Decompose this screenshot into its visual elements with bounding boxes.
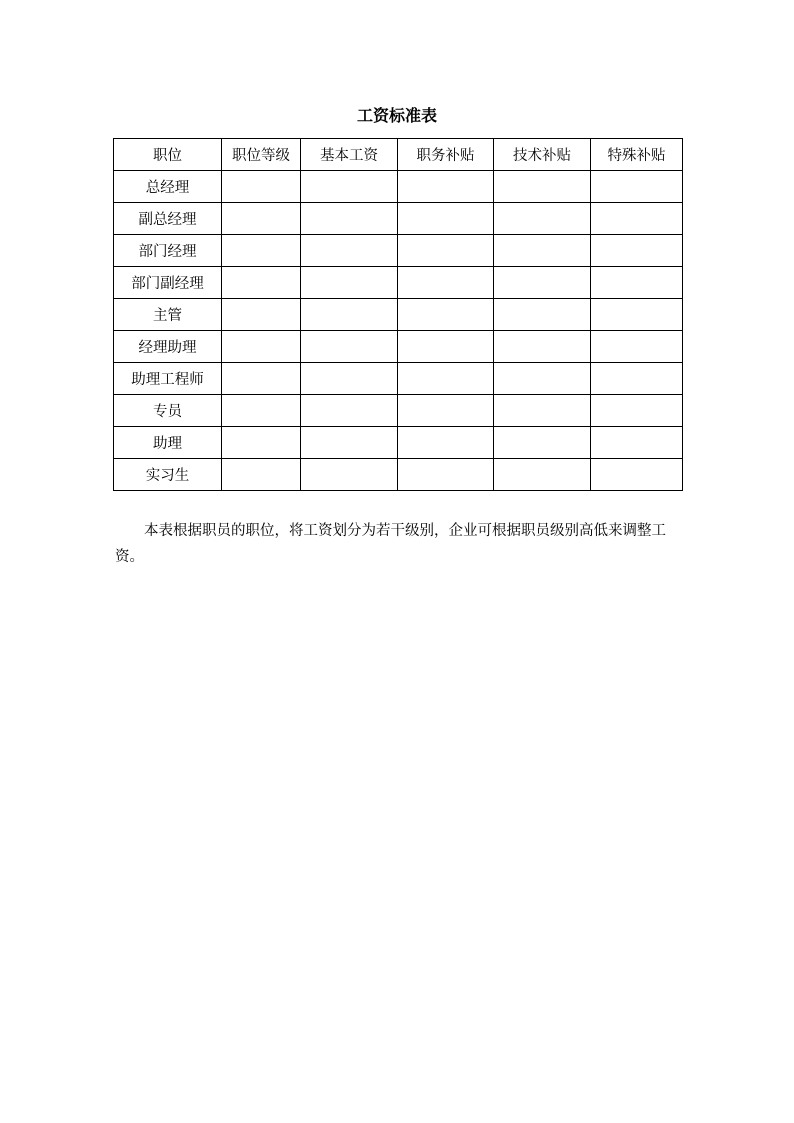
table-row <box>114 267 683 299</box>
table-row <box>114 299 683 331</box>
table-row <box>114 171 683 203</box>
position-level-cell[interactable] <box>222 395 301 427</box>
row-position-label: 部门副经理 <box>114 267 222 299</box>
technical-allowance-cell[interactable] <box>494 235 591 267</box>
special-allowance-cell[interactable] <box>591 459 683 491</box>
row-position-label: 助理 <box>114 427 222 459</box>
base-salary-cell[interactable] <box>301 427 398 459</box>
technical-allowance-cell[interactable] <box>494 427 591 459</box>
duty-allowance-cell[interactable] <box>398 395 494 427</box>
base-salary-cell[interactable] <box>301 363 398 395</box>
table-row <box>114 235 683 267</box>
duty-allowance-cell[interactable] <box>398 235 494 267</box>
row-position-label: 副总经理 <box>114 203 222 235</box>
position-level-cell[interactable] <box>222 299 301 331</box>
technical-allowance-cell[interactable] <box>494 171 591 203</box>
table-row <box>114 395 683 427</box>
row-position-label: 实习生 <box>114 459 222 491</box>
row-position-label: 总经理 <box>114 171 222 203</box>
special-allowance-cell[interactable] <box>591 331 683 363</box>
special-allowance-cell[interactable] <box>591 363 683 395</box>
base-salary-cell[interactable] <box>301 267 398 299</box>
table-row <box>114 363 683 395</box>
table-row <box>114 203 683 235</box>
header-base-salary: 基本工资 <box>301 139 398 171</box>
duty-allowance-cell[interactable] <box>398 427 494 459</box>
duty-allowance-cell[interactable] <box>398 299 494 331</box>
position-level-cell[interactable] <box>222 171 301 203</box>
technical-allowance-cell[interactable] <box>494 363 591 395</box>
position-level-cell[interactable] <box>222 427 301 459</box>
base-salary-cell[interactable] <box>301 171 398 203</box>
salary-standard-table <box>113 138 683 491</box>
table-header-row <box>114 139 683 171</box>
header-position-level: 职位等级 <box>222 139 301 171</box>
header-duty-allowance: 职务补贴 <box>398 139 494 171</box>
position-level-cell[interactable] <box>222 363 301 395</box>
table-row <box>114 459 683 491</box>
duty-allowance-cell[interactable] <box>398 331 494 363</box>
base-salary-cell[interactable] <box>301 395 398 427</box>
base-salary-cell[interactable] <box>301 331 398 363</box>
special-allowance-cell[interactable] <box>591 203 683 235</box>
special-allowance-cell[interactable] <box>591 427 683 459</box>
special-allowance-cell[interactable] <box>591 235 683 267</box>
special-allowance-cell[interactable] <box>591 395 683 427</box>
base-salary-cell[interactable] <box>301 203 398 235</box>
technical-allowance-cell[interactable] <box>494 459 591 491</box>
row-position-label: 经理助理 <box>114 331 222 363</box>
note-paragraph: 本表根据职员的职位，将工资划分为若干级别，企业可根据职员级别高低来调整工资。 <box>115 523 666 565</box>
base-salary-cell[interactable] <box>301 235 398 267</box>
row-position-label: 助理工程师 <box>114 363 222 395</box>
row-position-label: 部门经理 <box>114 235 222 267</box>
position-level-cell[interactable] <box>222 331 301 363</box>
position-level-cell[interactable] <box>222 203 301 235</box>
special-allowance-cell[interactable] <box>591 171 683 203</box>
base-salary-cell[interactable] <box>301 459 398 491</box>
duty-allowance-cell[interactable] <box>398 267 494 299</box>
duty-allowance-cell[interactable] <box>398 203 494 235</box>
duty-allowance-cell[interactable] <box>398 171 494 203</box>
table-row <box>114 427 683 459</box>
technical-allowance-cell[interactable] <box>494 203 591 235</box>
position-level-cell[interactable] <box>222 267 301 299</box>
table-row <box>114 331 683 363</box>
technical-allowance-cell[interactable] <box>494 331 591 363</box>
special-allowance-cell[interactable] <box>591 299 683 331</box>
position-level-cell[interactable] <box>222 235 301 267</box>
technical-allowance-cell[interactable] <box>494 299 591 331</box>
position-level-cell[interactable] <box>222 459 301 491</box>
technical-allowance-cell[interactable] <box>494 267 591 299</box>
header-special-allowance: 特殊补贴 <box>591 139 683 171</box>
page-title: 工资标准表 <box>356 106 437 125</box>
technical-allowance-cell[interactable] <box>494 395 591 427</box>
header-technical-allowance: 技术补贴 <box>494 139 591 171</box>
duty-allowance-cell[interactable] <box>398 363 494 395</box>
row-position-label: 专员 <box>114 395 222 427</box>
special-allowance-cell[interactable] <box>591 267 683 299</box>
base-salary-cell[interactable] <box>301 299 398 331</box>
row-position-label: 主管 <box>114 299 222 331</box>
duty-allowance-cell[interactable] <box>398 459 494 491</box>
header-position: 职位 <box>114 139 222 171</box>
